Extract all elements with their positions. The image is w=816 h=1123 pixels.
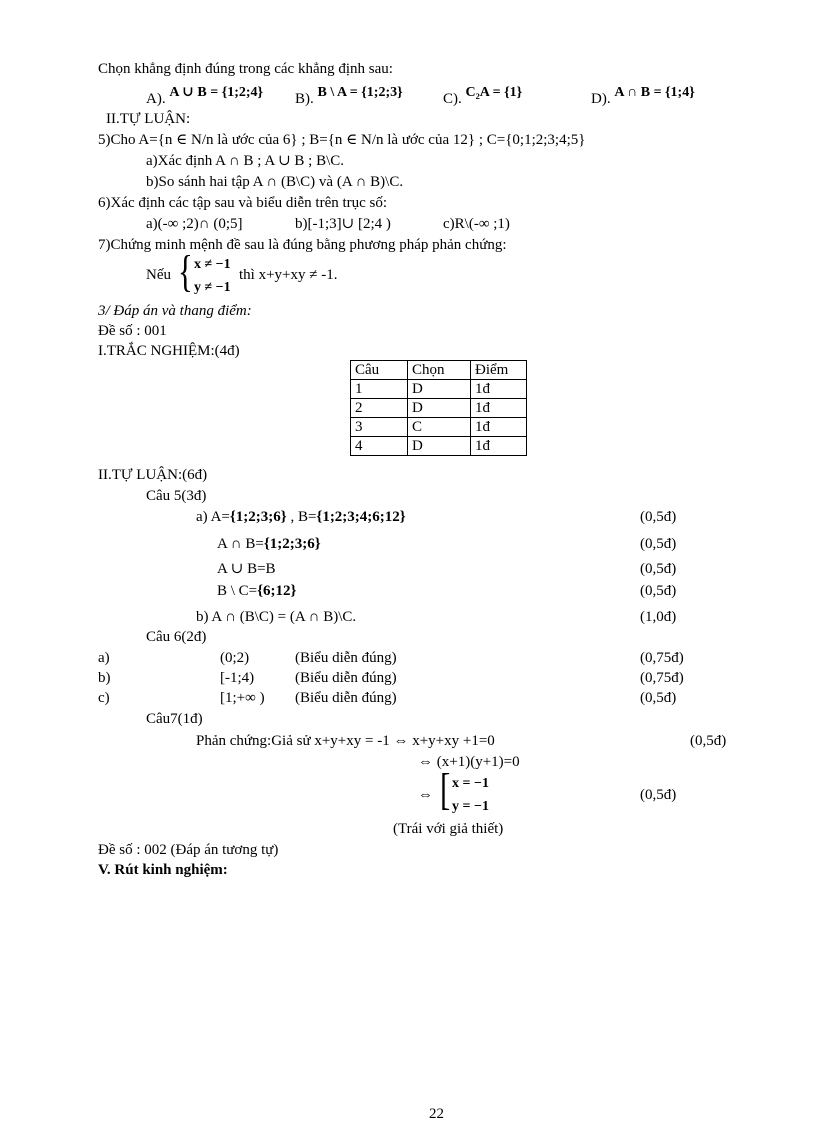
left-brace: { [178,247,193,296]
q7-if: Nếu [146,267,171,283]
table-cell: C [408,418,471,437]
c5a-line [196,508,406,526]
table-row [351,418,527,437]
question-6a: a)(-∞ ;2)∩ (0;5] [146,216,243,232]
answer-table [350,360,527,456]
right-system-brace: [ [440,765,451,814]
c7-solution-y: y = −1 [452,799,489,814]
c5a-set-a: {1;2;3;6} [229,509,287,525]
c5-union-points: (0,5đ) [640,561,677,577]
question-5b: b)So sánh hai tập A ∩ (B\C) và (A ∩ B)\C. [146,174,404,190]
c5-intersection-set: {1;2;3;6} [263,536,321,552]
c5-intersection [217,535,321,553]
part2-heading: II.TỰ LUẬN: [106,111,191,127]
c6a-value: (0;2) [220,650,250,666]
section-5-heading: V. Rút kinh nghiệm: [98,862,228,878]
option-d-label: D). [591,91,611,107]
table-header-row [351,361,527,380]
option-a-formula: A ∪ B = {1;2;4} [169,85,264,100]
question-5: 5)Cho A={n ∈ N/n là ước của 6} ; B={n ∈ N/n là ước của 12} ; C={0;1;2;3;4;5} [98,132,586,148]
q7-then: thì x+y+xy ≠ -1. [239,267,338,283]
page-number: 22 [429,1106,444,1122]
c7-solution-x: x = −1 [452,776,489,791]
c6c-note: (Biểu diễn đúng) [295,690,397,706]
exam-code-002: Đề số : 002 (Đáp án tương tự) [98,842,279,858]
c6a-points: (0,75đ) [640,650,684,666]
cau5-heading: Câu 5(3đ) [146,488,207,504]
option-b-formula: B \ A = {1;2;3} [317,85,403,100]
c5-difference-points: (0,5đ) [640,583,677,599]
table-cell: 1đ [471,418,527,437]
table-cell: 3 [351,418,408,437]
c6b-points: (0,75đ) [640,670,684,686]
answers-heading: 3/ Đáp án và thang điểm: [98,303,252,319]
c7-contradiction: (Trái với giả thiết) [393,821,504,837]
table-cell: D [408,437,471,456]
c5-intersection-points: (0,5đ) [640,536,677,552]
c5-difference-text: B \ C= [217,583,258,599]
c7-equiv: ⇔ [418,787,433,803]
c6a-label: a) [98,650,110,666]
question-6b: b)[-1;3]∪ [2;4 ) [295,216,391,232]
table-row [351,380,527,399]
question-7: 7)Chứng minh mệnh đề sau là đúng bằng phương pháp phản chứng: [98,237,507,253]
option-b-label: B). [295,91,314,107]
c5-intersection-text: A ∩ B= [217,536,264,552]
option-d-formula: A ∩ B = {1;4} [614,85,695,100]
part1-heading: I.TRẮC NGHIỆM:(4đ) [98,343,240,359]
table-header: Chọn [408,361,471,380]
table-cell: D [408,399,471,418]
c5a-set-b: {1;2;3;4;6;12} [316,509,406,525]
c7-line1-points: (0,5đ) [690,733,727,749]
question-5a: a)Xác định A ∩ B ; A ∪ B ; B\C. [146,153,344,169]
table-header: Câu [351,361,408,380]
c6c-value: [1;+∞ ) [220,690,265,706]
option-a-label: A). [146,91,166,107]
c5a-sep: , B= [286,509,317,525]
cau6-heading: Câu 6(2đ) [146,629,207,645]
table-row [351,399,527,418]
cau7-heading: Câu7(1đ) [146,711,203,727]
c5-difference-set: {6;12} [257,583,297,599]
c7-line1: Phản chứng:Giả sử x+y+xy = -1 ⇔ x+y+xy +1=0 [196,733,495,749]
question-6: 6)Xác định các tập sau và biểu diễn trên trục số: [98,195,388,211]
c6b-note: (Biểu diễn đúng) [295,670,397,686]
c5-union: A ∪ B=B [217,561,276,577]
table-cell: 2 [351,399,408,418]
table-row [351,437,527,456]
part2-answer-heading: II.TỰ LUẬN:(6đ) [98,467,208,483]
c5b-line: b) A ∩ (B\C) = (A ∩ B)\C. [196,609,357,625]
c6c-points: (0,5đ) [640,690,677,706]
c5a-text: a) A= [196,509,230,525]
table-cell: 1đ [471,437,527,456]
table-cell: 1đ [471,380,527,399]
option-c-formula: C₂A = {1} [465,85,523,100]
c6b-value: [-1;4) [220,670,255,686]
c7-line2: ⇔ (x+1)(y+1)=0 [418,754,520,770]
q7-condition-y: y ≠ −1 [194,280,231,295]
table-header: Điểm [471,361,527,380]
table-cell: 1đ [471,399,527,418]
question-intro: Chọn khẳng định đúng trong các khẳng định sau: [98,61,393,77]
c7-line3-points: (0,5đ) [640,787,677,803]
c5a-points: (0,5đ) [640,509,677,525]
q7-condition-x: x ≠ −1 [194,257,231,272]
c5-difference [217,582,296,600]
table-cell: 4 [351,437,408,456]
option-c-label: C). [443,91,462,107]
table-cell: 1 [351,380,408,399]
c5b-points: (1,0đ) [640,609,677,625]
option-c [443,85,523,109]
c6a-note: (Biểu diễn đúng) [295,650,397,666]
option-b [295,85,403,109]
option-d [591,85,695,109]
c6b-label: b) [98,670,111,686]
exam-code-001: Đề số : 001 [98,323,167,339]
option-a [146,85,264,109]
c6c-label: c) [98,690,110,706]
question-6c: c)R\(-∞ ;1) [443,216,510,232]
table-cell: D [408,380,471,399]
